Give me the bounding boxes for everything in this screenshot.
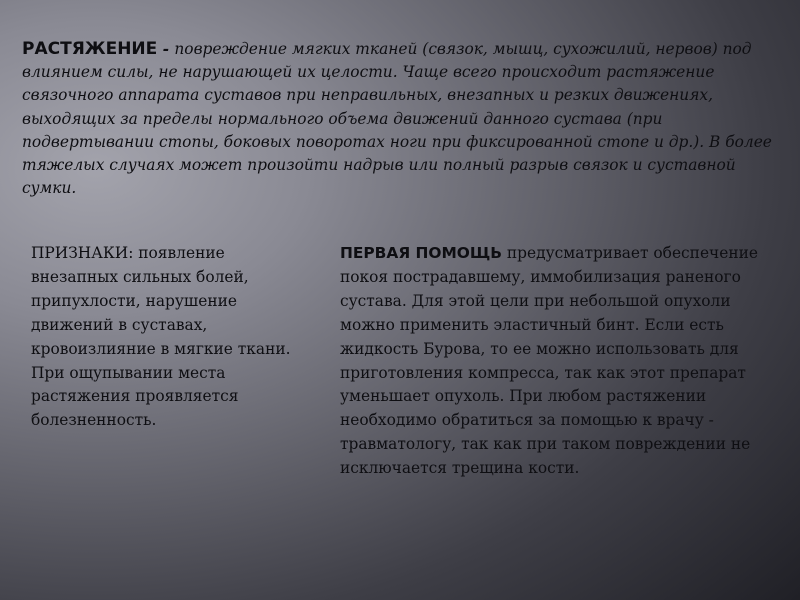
- signs-block: [31, 242, 313, 433]
- first-aid-text: предусматривает обеспечение покоя пострадавшему, иммобилизация раненого сустава. Для этой цели при небольшой опухоли можно применить эластичный бинт. Если есть жидкость Бурова, то ее можно использовать для приготовления компресса, так как этот препарат уменьшает опухоль. При любом растяжении необходимо обратиться за помощью к врачу - травматологу, так как при таком повреждении не исключается трещина кости.: [340, 244, 758, 478]
- first-aid-block: [340, 242, 760, 481]
- definition-dash: -: [157, 40, 175, 58]
- definition-paragraph: [22, 38, 782, 200]
- first-aid-label: ПЕРВАЯ ПОМОЩЬ: [340, 244, 503, 262]
- signs-text: появление внезапных сильных болей, припухлости, нарушение движений в суставах, кровоизлияние в мягкие ткани. При ощупывании места растяжения проявляется болезненность.: [31, 244, 291, 430]
- signs-label: ПРИЗНАКИ:: [31, 244, 139, 262]
- definition-term: РАСТЯЖЕНИЕ: [22, 39, 158, 59]
- definition-text: повреждение мягких тканей (связок, мышц, сухожилий, нервов) под влиянием силы, не нарушающей их целости. Чаще всего происходит растяжение связочного аппарата суставов при неправильных, внезапных и резких движениях, выходящих за пределы нормального объема движений данного сустава (при подвертывании стопы, боковых поворотах ноги при фиксированной стопе и др.). В более тяжелых случаях может произойти надрыв или полный разрыв связок и суставной сумки.: [22, 40, 772, 198]
